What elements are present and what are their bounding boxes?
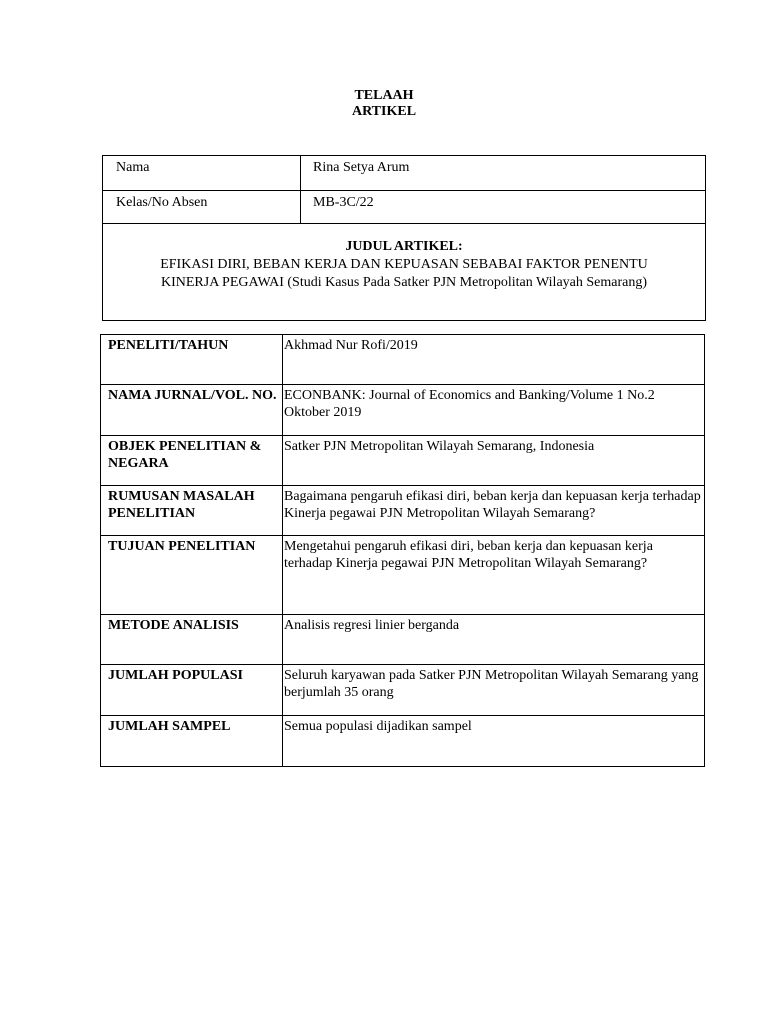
article-title-line-1: EFIKASI DIRI, BEBAN KERJA DAN KEPUASAN SEBABAI FAKTOR PENENTU xyxy=(160,257,648,272)
row-label: METODE ANALISIS xyxy=(101,615,283,665)
table-row xyxy=(101,335,705,385)
name-label: Nama xyxy=(103,156,301,191)
identity-row-article-title xyxy=(103,224,706,321)
name-value: Rina Setya Arum xyxy=(301,156,706,191)
row-value: Seluruh karyawan pada Satker PJN Metropolitan Wilayah Semarang yang berjumlah 35 orang xyxy=(283,665,705,716)
identity-row-name xyxy=(103,156,706,191)
article-title-cell xyxy=(103,224,706,321)
table-row xyxy=(101,536,705,615)
row-value: Mengetahui pengaruh efikasi diri, beban kerja dan kepuasan kerja terhadap Kinerja pegawai PJN Metropolitan Wilayah Semarang? xyxy=(283,536,705,615)
article-title-label: JUDUL ARTIKEL: xyxy=(345,239,463,254)
document-title-line-1: TELAAH xyxy=(354,88,414,103)
row-value: Satker PJN Metropolitan Wilayah Semarang, Indonesia xyxy=(283,436,705,486)
table-row xyxy=(101,385,705,436)
row-value: Akhmad Nur Rofi/2019 xyxy=(283,335,705,385)
article-title-line-2: KINERJA PEGAWAI (Studi Kasus Pada Satker PJN Metropolitan Wilayah Semarang) xyxy=(160,275,648,290)
row-label: JUMLAH SAMPEL xyxy=(101,716,283,767)
row-label: TUJUAN PENELITIAN xyxy=(101,536,283,615)
table-row xyxy=(101,615,705,665)
document-title-line-2: ARTIKEL xyxy=(351,104,417,119)
row-value: ECONBANK: Journal of Economics and Banking/Volume 1 No.2 Oktober 2019 xyxy=(283,385,705,436)
row-value: Semua populasi dijadikan sampel xyxy=(283,716,705,767)
row-value: Analisis regresi linier berganda xyxy=(283,615,705,665)
row-label: JUMLAH POPULASI xyxy=(101,665,283,716)
document-title xyxy=(0,88,768,120)
row-label: OBJEK PENELITIAN & NEGARA xyxy=(101,436,283,486)
article-review-table xyxy=(100,334,705,767)
table-row xyxy=(101,665,705,716)
identity-row-class xyxy=(103,191,706,224)
class-value: MB-3C/22 xyxy=(301,191,706,224)
class-label: Kelas/No Absen xyxy=(103,191,301,224)
table-row xyxy=(101,436,705,486)
row-label: NAMA JURNAL/VOL. NO. xyxy=(101,385,283,436)
row-label: RUMUSAN MASALAH PENELITIAN xyxy=(101,486,283,536)
row-value: Bagaimana pengaruh efikasi diri, beban kerja dan kepuasan kerja terhadap Kinerja pegawai PJN Metropolitan Wilayah Semarang? xyxy=(283,486,705,536)
table-row xyxy=(101,486,705,536)
identity-table xyxy=(102,155,706,321)
table-row xyxy=(101,716,705,767)
row-label: PENELITI/TAHUN xyxy=(101,335,283,385)
